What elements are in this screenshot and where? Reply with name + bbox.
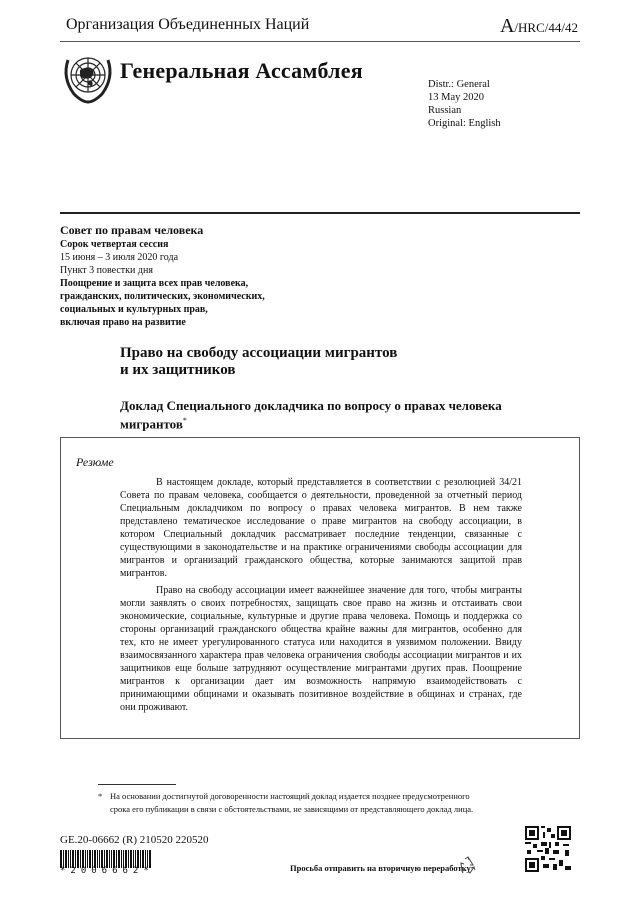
title-line: Право на свободу ассоциации мигрантов [120, 345, 398, 361]
symbol-prefix: A [499, 15, 515, 37]
recycle-icon [458, 855, 478, 875]
summary-heading: Резюме [76, 455, 114, 469]
job-number: GE.20-06662 (R) 210520 220520 [60, 834, 209, 846]
distribution-date: 13 May 2020 [428, 92, 484, 103]
session: Сорок четвертая сессия [60, 239, 169, 250]
original-language: Original: English [428, 118, 501, 129]
agenda-title-line: гражданских, политических, экономических, [60, 291, 265, 302]
agenda-item: Пункт 3 повестки дня [60, 265, 153, 276]
header-rule [60, 41, 580, 42]
footnote-mark: * [98, 791, 103, 801]
masthead-rule [60, 212, 580, 214]
document-symbol [500, 15, 578, 38]
qr-code-icon [525, 826, 571, 872]
distribution-info [428, 78, 501, 130]
footnote-marker[interactable]: * [182, 416, 187, 425]
agenda-title-line: включая право на развитие [60, 317, 186, 328]
barcode-number: *2006662* [60, 866, 154, 876]
council-block [60, 223, 265, 329]
council-name: Совет по правам человека [60, 223, 204, 237]
distribution-language: Russian [428, 105, 462, 116]
symbol-rest: /HRC/44/42 [514, 20, 578, 35]
footnote-rule [98, 784, 176, 785]
title-line: и их защитников [120, 362, 236, 378]
document-title [120, 345, 397, 379]
summary-paragraph: В настоящем докладе, который представляется в соответствии с резолюцией 34/21 Совета по правам человека, сообщается о деятельности, проведенной за отчетный период Специальным докладчиком по вопросу о правах человека мигрантов. В нем также представлено тематическое исследование о праве мигрантов на свободу ассоциации, в котором Специальный докладчик рассматривает последние тенденции, связанные с существующими в законодательстве и на практике ограничениями свободы ассоциации для мигрантов и организаций гражданского общества, которые занимаются защитой прав мигрантов. [120, 477, 522, 579]
distribution-type: Distr.: General [428, 79, 490, 90]
recycle-notice: Просьба отправить на вторичную переработку [290, 863, 471, 873]
session-dates: 15 июня – 3 июля 2020 года [60, 252, 179, 263]
footnote [98, 790, 480, 815]
organization-name: Организация Объединенных Наций [66, 16, 310, 33]
footnote-text: На основании достигнутой договоренности настоящий доклад издается позднее предусмотренного срока его публикации в связи с обстоятельствами, не зависящими от представляющего доклад лица. [110, 791, 474, 814]
agenda-title-line: социальных и культурных прав, [60, 304, 208, 315]
agenda-title-line: Поощрение и защита всех прав человека, [60, 278, 249, 289]
document-subtitle [120, 398, 520, 431]
subtitle-text: Доклад Специального докладчика по вопросу о правах человека мигрантов [120, 398, 502, 432]
summary-paragraph: Право на свободу ассоциации имеет важнейшее значение для того, чтобы мигранты могли заявлять о своих потребностях, защищать свое право на жизнь и отстаивать свои экономические, социальные, культурные и другие права человека. Помощь и поддержка со стороны организаций гражданского общества крайне важны для мигрантов, особенно для тех, кто не имеет урегулированного статуса или находится в уязвимом положении. Ввиду взаимосвязанного характера прав человека ограничения свободы ассоциации мигрантов и их защитников еще больше затрудняют осуществление мигрантами других прав. Поощрение мигрантов к организации дает им возможность напрямую взаимодействовать с принимающими общинами и оказывать позитивное воздействие в общинах и странах, где они проживают. [120, 585, 522, 713]
un-emblem-icon [60, 48, 116, 106]
body-title: Генеральная Ассамблея [120, 58, 363, 83]
